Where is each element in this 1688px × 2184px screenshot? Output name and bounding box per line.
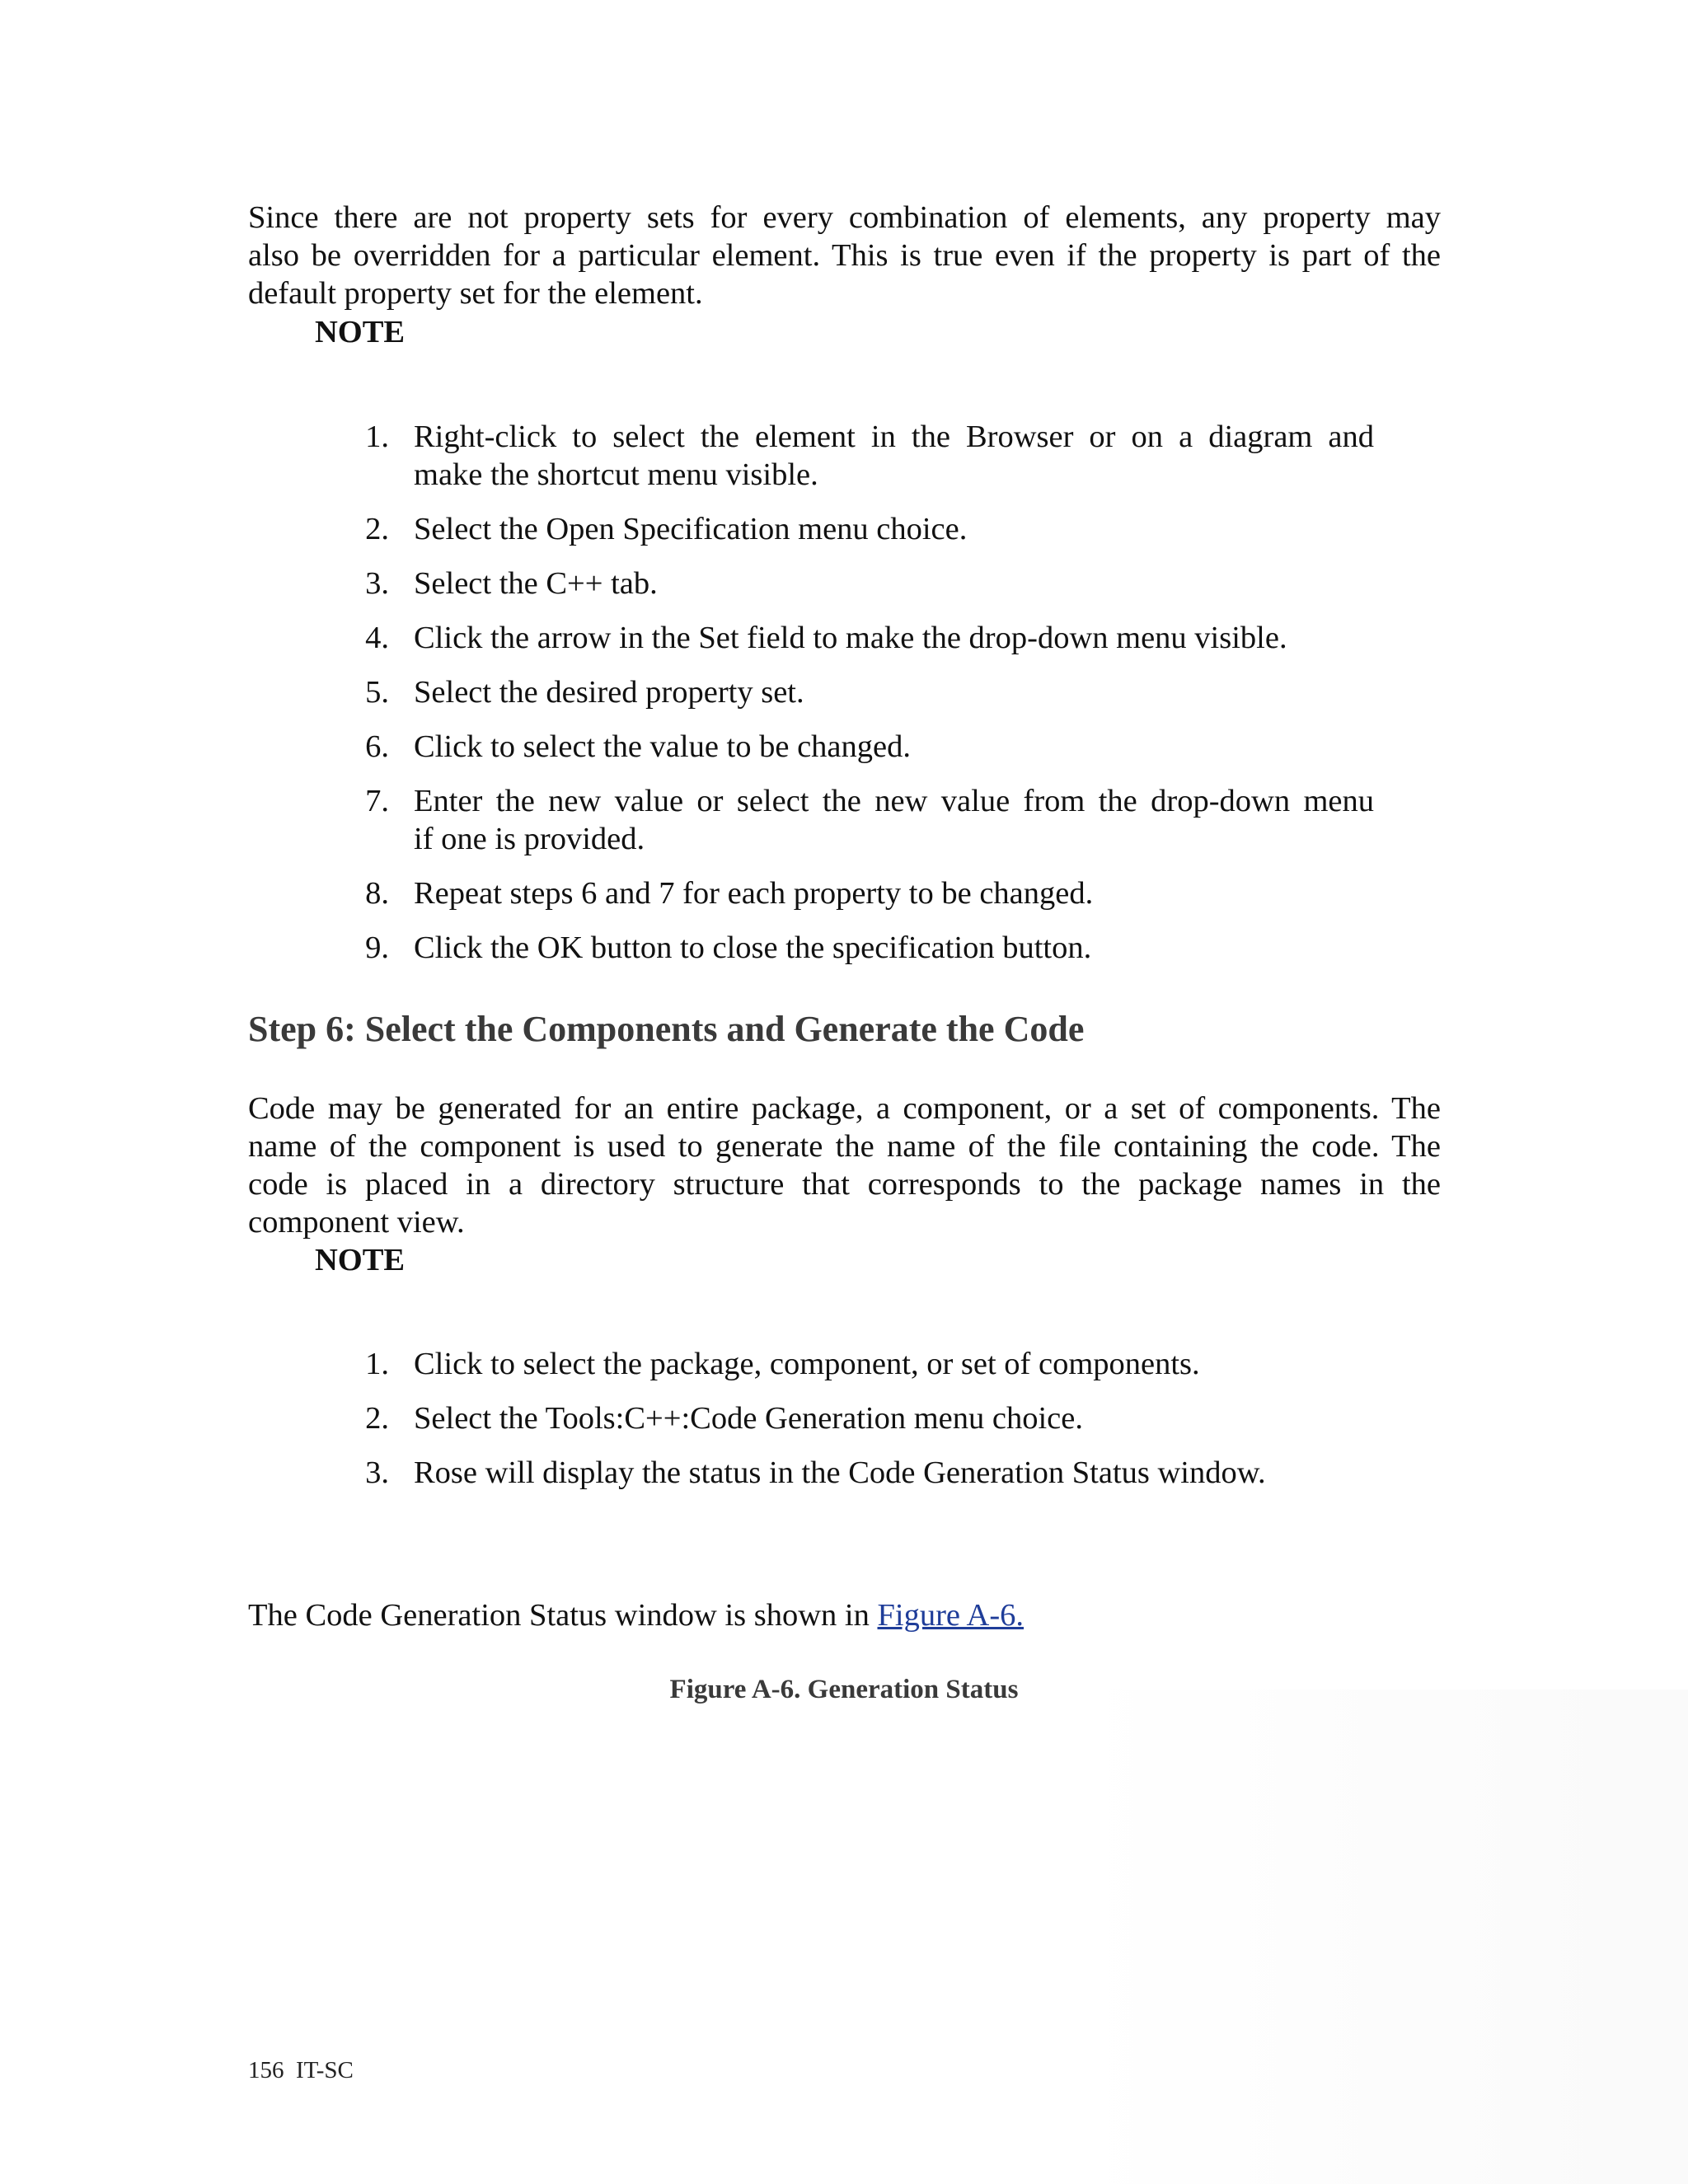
intro-line-2: also be overridden for a particular element. This is true even if the property is part of the [248, 238, 1441, 273]
code-line-3: code is placed in a directory structure that corresponds to the package names in the [248, 1167, 1441, 1202]
list-item-line: Enter the new value or select the new value from the drop-down menu [414, 784, 1374, 818]
list-item-text: Repeat steps 6 and 7 for each property to be changed. [414, 876, 1094, 911]
list-item-text: Click the arrow in the Set field to make the drop-down menu visible. [414, 621, 1287, 655]
page-footer [248, 2055, 354, 2085]
footer-label: IT-SC [296, 2057, 354, 2083]
section-heading: Step 6: Select the Components and Generate the Code [248, 1009, 1085, 1049]
list-item-number: 2. [365, 512, 389, 546]
list-item-text: Click to select the package, component, or set of components. [414, 1347, 1200, 1381]
list-item-number: 7. [365, 784, 389, 818]
list-item-number: 1. [365, 419, 389, 454]
intro-paragraph [248, 199, 1441, 312]
page-number: 156 [248, 2057, 284, 2083]
list-item-text: Select the Open Specification menu choice. [414, 512, 968, 546]
list-item-line: if one is provided. [414, 822, 645, 856]
list-item-number: 3. [365, 1455, 389, 1490]
list-item-text [414, 782, 1374, 858]
list-item-text: Click to select the value to be changed. [414, 729, 911, 764]
note-label: NOTE [315, 315, 406, 349]
list-item-text: Click the OK button to close the specification button. [414, 930, 1092, 965]
list-item-line: Right-click to select the element in the Browser or on a diagram and [414, 419, 1374, 454]
intro-line-1: Since there are not property sets for every combination of elements, any property may [248, 200, 1441, 235]
list-item-number: 2. [365, 1401, 389, 1436]
status-sentence-text: The Code Generation Status window is shown in [248, 1598, 878, 1633]
list-item-text: Select the C++ tab. [414, 566, 658, 601]
list-item-number: 8. [365, 876, 389, 911]
figure-caption: Figure A-6. Generation Status [669, 1675, 1019, 1704]
code-line-1: Code may be generated for an entire package, a component, or a set of components. The [248, 1091, 1441, 1126]
code-line-2: name of the component is used to generate the name of the file containing the code. The [248, 1129, 1441, 1164]
code-generation-paragraph [248, 1090, 1441, 1241]
list-item-number: 5. [365, 675, 389, 710]
list-item-number: 6. [365, 729, 389, 764]
list-item-line: make the shortcut menu visible. [414, 457, 818, 492]
list-item-number: 4. [365, 621, 389, 655]
list-item-number: 1. [365, 1347, 389, 1381]
note-label: NOTE [315, 1243, 406, 1277]
status-sentence [248, 1596, 1024, 1634]
list-item-number: 9. [365, 930, 389, 965]
figure-link[interactable]: Figure A-6. [877, 1598, 1025, 1633]
list-item-text: Rose will display the status in the Code Generation Status window. [414, 1455, 1266, 1490]
list-item-text [414, 418, 1374, 494]
intro-line-3: default property set for the element. [248, 276, 703, 311]
list-item-text: Select the desired property set. [414, 675, 804, 710]
list-item-text: Select the Tools:C++:Code Generation menu choice. [414, 1401, 1083, 1436]
code-line-4: component view. [248, 1205, 465, 1240]
page-edge-shading [1080, 1690, 1688, 2184]
list-item-number: 3. [365, 566, 389, 601]
